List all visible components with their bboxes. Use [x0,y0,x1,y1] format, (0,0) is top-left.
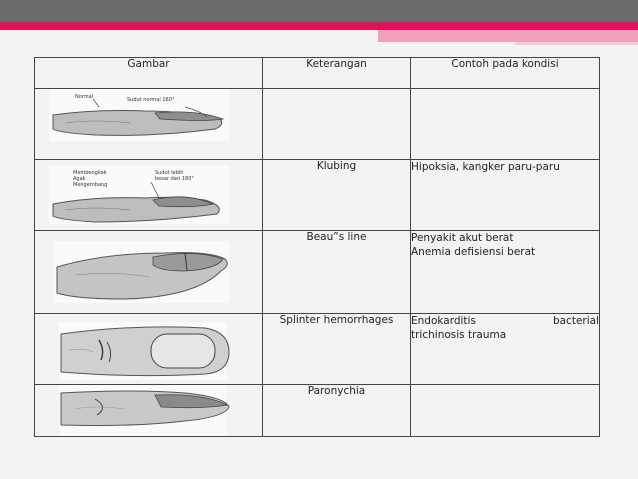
paronychia-finger-drawing [35,385,263,436]
kondisi-line: Anemia defisiensi berat [411,246,536,258]
slide-accent-tab-light [515,42,638,45]
nail-conditions-table [34,57,600,437]
normal-nail-finger-drawing [35,89,263,159]
kondisi-cell [411,160,600,231]
figure-label: Agak [73,176,86,182]
kondisi-cell [411,314,600,385]
image-cell [35,160,263,231]
kondisi-cell [411,231,600,314]
image-cell [35,385,263,437]
table-row [35,160,600,231]
keterangan-cell: Paronychia [263,385,411,437]
kondisi-line: Hipoksia, kangker paru-paru [411,161,560,173]
header-contoh-kondisi: Contoh pada kondisi [411,58,600,89]
splinter-hemorrhage-finger-drawing [35,314,263,384]
image-cell [35,314,263,385]
figure-label: Sudut normal 160° [127,97,175,103]
table-header-row [35,58,600,89]
image-cell [35,89,263,160]
image-cell [35,231,263,314]
keterangan-cell: Klubing [263,160,411,231]
kondisi-line: trichinosis trauma [411,329,507,341]
table-row [35,231,600,314]
keterangan-cell: Beau”s line [263,231,411,314]
kondisi-line: Endokarditis bacterial [411,315,599,327]
header-keterangan: Keterangan [263,58,411,89]
kondisi-cell [411,89,600,160]
table-row [35,385,600,437]
keterangan-cell: Splinter hemorrhages [263,314,411,385]
figure-label: Sudut lebih [155,170,184,176]
slide-top-bar [0,0,638,22]
beaus-line-finger-drawing [35,231,263,313]
figure-label: Normal [75,94,94,100]
clubbing-finger-drawing [35,160,263,230]
table-row [35,89,600,160]
table-row [35,314,600,385]
figure-label: Mengembang [73,182,108,188]
header-gambar: Gambar [35,58,263,89]
slide-accent-stripe [0,22,638,30]
figure-label: Membengkak [73,170,107,176]
keterangan-cell [263,89,411,160]
kondisi-line: Penyakit akut berat [411,232,514,244]
slide-accent-tab [378,30,638,42]
kondisi-cell [411,385,600,437]
figure-label: besar dari 180° [155,176,194,182]
